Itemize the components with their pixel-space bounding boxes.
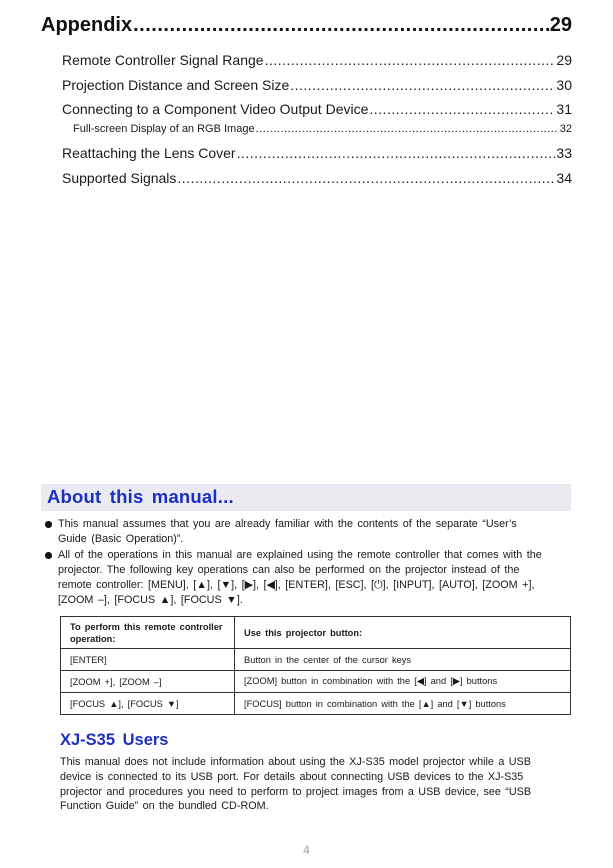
- toc-leader: [290, 77, 555, 93]
- toc-entry-component-video[interactable]: [62, 101, 572, 117]
- toc-label: Reattaching the Lens Cover: [62, 145, 236, 161]
- operations-table: [60, 616, 571, 715]
- table-cell: [ZOOM +], [ZOOM –]: [61, 671, 235, 693]
- table-header-projector: Use this projector button:: [235, 617, 571, 649]
- bullet-text: This manual assumes that you are already familiar with the contents of the separate “User’s Guide (Basic Operation)”.: [58, 518, 517, 545]
- table-cell: [ZOOM] button in combination with the [◀] and [▶] buttons: [235, 671, 571, 693]
- toc-leader: [369, 101, 555, 117]
- toc-leader: [256, 123, 559, 135]
- toc-entry-rgb-fullscreen[interactable]: [73, 123, 572, 135]
- toc-entry-projection-distance[interactable]: [62, 77, 572, 93]
- bullet-dot-icon: [45, 552, 52, 559]
- table-row: [61, 649, 571, 671]
- toc-label: Full-screen Display of an RGB Image: [73, 123, 255, 135]
- table-cell: [FOCUS ▲], [FOCUS ▼]: [61, 693, 235, 715]
- toc-page: 32: [559, 123, 572, 135]
- toc-leader: [265, 52, 556, 68]
- table-header-remote: To perform this remote controller operation:: [61, 617, 235, 649]
- toc-label: Appendix: [41, 14, 133, 36]
- table-header-row: [61, 617, 571, 649]
- table-row: [61, 693, 571, 715]
- table-row: [61, 671, 571, 693]
- toc-entry-remote-signal-range[interactable]: [62, 52, 572, 68]
- users-section-body: This manual does not include information about using the XJ-S35 model projector while a USB device is connected to its USB port. For details about connecting USB devices to the XJ-S35 projector and procedures you need to perform to project images from a USB device, see “USB Function Guide” on the bundled CD-ROM.: [60, 756, 532, 813]
- about-section-header: [41, 484, 571, 511]
- toc-entry-supported-signals[interactable]: [62, 170, 572, 186]
- bullet-text: All of the operations in this manual are explained using the remote controller that comes with the projector. The following key operations can also be performed on the projector instead of the remote controller: [MENU], [▲], [▼], [▶], [◀], [ENTER], [ESC], [⏻], [INPUT], [AUTO], [ZOOM +], [ZOOM –], [FOCUS ▲], [FOCUS ▼].: [58, 549, 542, 606]
- toc-appendix[interactable]: [41, 14, 572, 37]
- toc-page: 34: [556, 170, 572, 186]
- toc-page: 30: [556, 77, 572, 93]
- users-section-title: XJ-S35 Users: [60, 731, 169, 749]
- toc-label: Remote Controller Signal Range: [62, 52, 264, 68]
- toc-leader: [133, 14, 549, 37]
- toc-label: Projection Distance and Screen Size: [62, 77, 290, 93]
- table-cell: [FOCUS] button in combination with the [▲] and [▼] buttons: [235, 693, 571, 715]
- toc-page: 33: [556, 145, 572, 161]
- toc-page: 29: [556, 52, 572, 68]
- toc-page: 31: [556, 101, 572, 117]
- toc-label: Supported Signals: [62, 170, 177, 186]
- table-cell: [ENTER]: [61, 649, 235, 671]
- table-cell: Button in the center of the cursor keys: [235, 649, 571, 671]
- toc-label: Connecting to a Component Video Output Device: [62, 101, 369, 117]
- toc-page: 29: [549, 14, 572, 36]
- toc-entry-lens-cover[interactable]: [62, 145, 572, 161]
- page-number: 4: [303, 845, 310, 857]
- about-section-title: About this manual...: [47, 486, 234, 507]
- toc-leader: [237, 145, 556, 161]
- toc-leader: [177, 170, 555, 186]
- bullet-dot-icon: [45, 521, 52, 528]
